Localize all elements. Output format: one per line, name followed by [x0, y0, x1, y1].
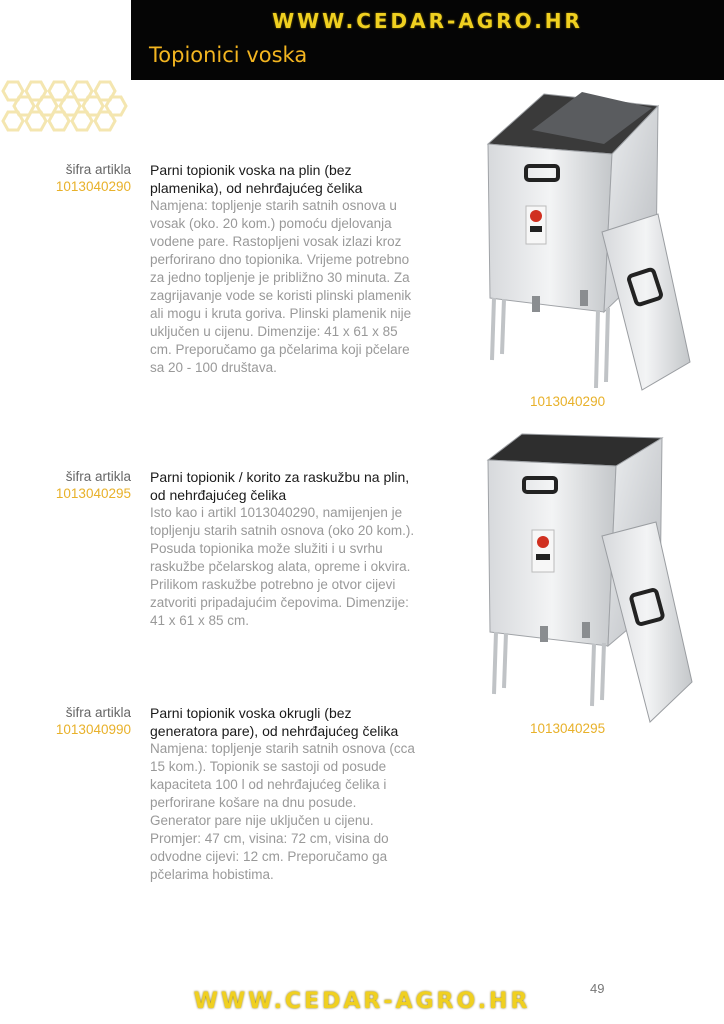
product-code: 1013040295 — [55, 486, 131, 501]
product-code-block — [56, 704, 131, 738]
image-caption: 1013040290 — [530, 394, 606, 409]
code-label: šifra artikla — [65, 162, 131, 177]
product-entry — [150, 704, 418, 884]
wax-melter-image-icon — [486, 432, 696, 724]
page-title: Topionici voska — [149, 43, 308, 67]
image-caption: 1013040295 — [530, 721, 606, 736]
product-description: Namjena: topljenje starih satnih osnova u vosak (oko. 20 kom.) pomoću djelovanja vodene pare. Rastopljeni vosak izlazi kroz perforirano dno topionika. Vrijeme potrebno za jedno topljenje je približno 30 minuta. Za zagrijavanje vode se koristi plinski plamenik ali mogu i kruta goriva. Plinski plamenik nije uključen u cijenu. Dimenzije: 41 x 61 x 85 cm. Preporučamo ga pčelarima koji pčelare sa 20 - 100 društava. — [150, 198, 412, 375]
page-number: 49 — [590, 981, 605, 996]
wax-melter-image-icon — [482, 92, 692, 392]
product-description: Namjena: topljenje starih satnih osnova (cca 15 kom.). Topionik se sastoji od posude kapaciteta 100 l od nehrđajućeg čelika i perforirane košare na dnu posude. Generator pare nije uključen u cijenu. Promjer: 47 cm, visina: 72 cm, visina do odvodne cijevi: 12 cm. Preporučamo ga pčelarima hobistima. — [150, 741, 415, 882]
code-label: šifra artikla — [65, 469, 131, 484]
honeycomb-decoration-icon — [0, 80, 132, 132]
product-description: Isto kao i artikl 1013040290, namijenjen je topljenju starih satnih osnova (oko 20 kom.). Posuda topionika može služiti i u svrhu raskužbe pčelarskog alata, opreme i okvira. Prilikom raskužbe potrebno je otvor cijevi zatvoriti pripadajućim čepovima. Dimenzije: 41 x 61 x 85 cm. — [150, 505, 415, 628]
site-url-footer[interactable]: WWW.CEDAR-AGRO.HR — [193, 989, 531, 1014]
product-code-block — [56, 161, 131, 195]
product-title: Parni topionik voska okrugli (bez generatora pare), od nehrđajućeg čelika — [150, 705, 399, 739]
product-title: Parni topionik voska na plin (bez plamenika), od nehrđajućeg čelika — [150, 162, 363, 196]
site-url-header[interactable]: WWW.CEDAR-AGRO.HR — [272, 9, 583, 33]
code-label: šifra artikla — [65, 705, 131, 720]
product-code-block — [56, 468, 131, 502]
product-title: Parni topionik / korito za raskužbu na plin, od nehrđajućeg čelika — [150, 469, 410, 503]
product-entry — [150, 468, 418, 630]
header-bar — [131, 0, 724, 80]
product-entry — [150, 161, 418, 377]
product-code: 1013040990 — [55, 722, 131, 737]
product-code: 1013040290 — [55, 179, 131, 194]
